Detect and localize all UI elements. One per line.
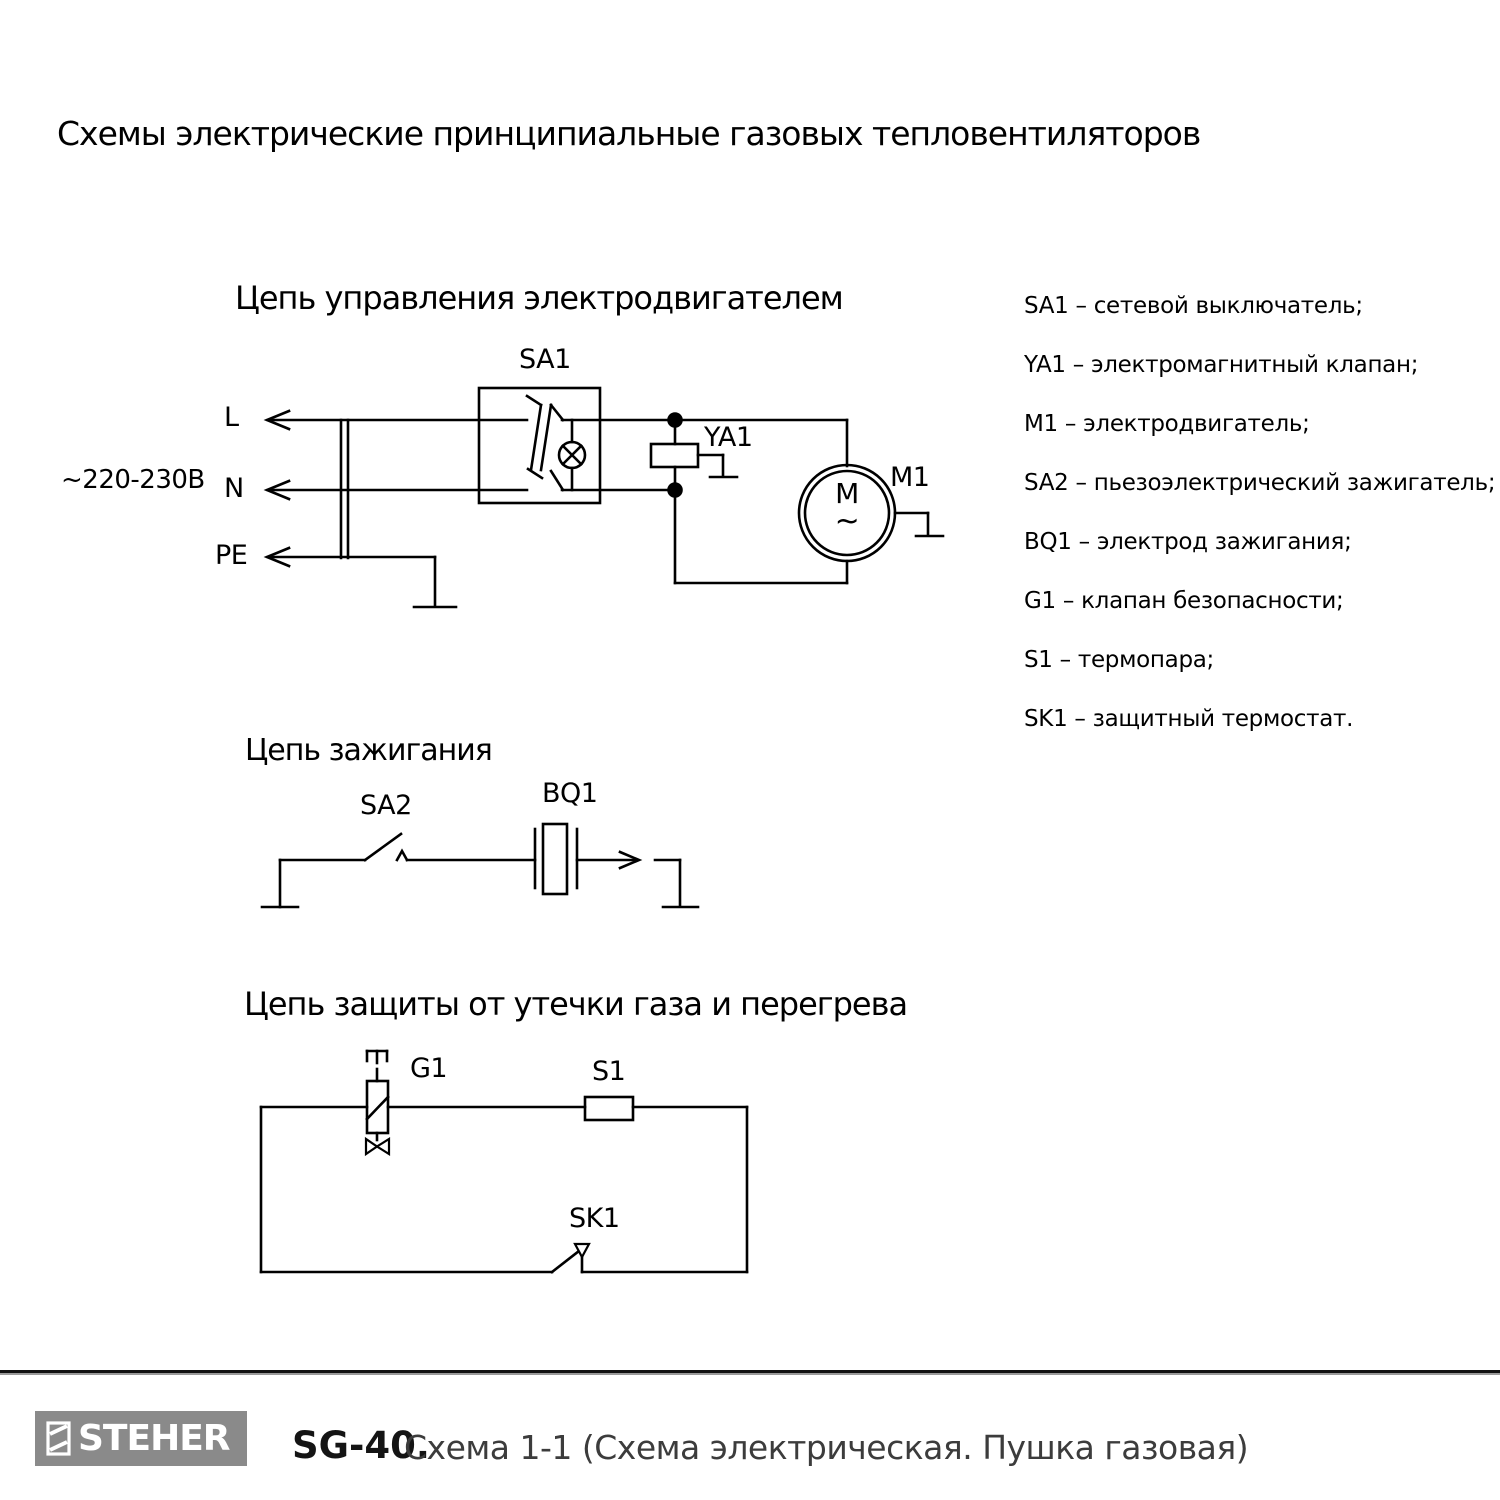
- terminal-label-n: N: [224, 473, 244, 504]
- label-sk1: SK1: [569, 1203, 620, 1234]
- legend-item-sa1: SA1 – сетевой выключатель;: [1024, 293, 1363, 319]
- label-sa1: SA1: [519, 344, 571, 375]
- legend-item-ya1: YA1 – электромагнитный клапан;: [1024, 352, 1419, 378]
- legend-item-g1: G1 – клапан безопасности;: [1024, 588, 1344, 614]
- legend: [1024, 294, 1495, 732]
- motor-letter: M: [835, 477, 859, 510]
- steher-logo-icon: [46, 1421, 71, 1456]
- page-title: Схемы электрические принципиальные газовых тепловентиляторов: [57, 114, 1201, 153]
- switch-sa2-contact: [397, 851, 407, 860]
- label-s1: S1: [592, 1056, 626, 1087]
- footer-divider: [0, 1370, 1500, 1375]
- voltage-label: ~220-230В: [61, 465, 205, 495]
- legend-item-sa2: SA2 – пьезоэлектрический зажигатель;: [1024, 470, 1496, 496]
- label-sa2: SA2: [360, 790, 412, 821]
- thermocouple-s1-symbol: [585, 1097, 633, 1120]
- terminal-label-l: L: [224, 402, 239, 433]
- label-ya1: YA1: [704, 422, 753, 453]
- thermostat-sk1-blade: [552, 1251, 579, 1272]
- label-bq1: BQ1: [542, 778, 598, 809]
- piezo-bq1-symbol: [543, 824, 567, 894]
- legend-item-s1: S1 – термопара;: [1024, 647, 1215, 673]
- terminal-label-pe: PE: [215, 540, 248, 571]
- label-m1: M1: [890, 462, 930, 493]
- legend-item-m1: M1 – электродвигатель;: [1024, 411, 1310, 437]
- footer-model: SG-40.: [292, 1424, 430, 1467]
- protection-schematic: [261, 1051, 747, 1272]
- ignition-circuit-title: Цепь зажигания: [245, 733, 492, 768]
- motor-ac-sign: ~: [834, 504, 860, 539]
- label-g1: G1: [410, 1053, 448, 1084]
- switch-sa2-blade: [365, 834, 401, 860]
- steher-logo-text: STEHER: [78, 1418, 230, 1459]
- valve-ya1-coil: [651, 444, 698, 467]
- legend-item-sk1: SK1 – защитный термостат.: [1024, 706, 1354, 732]
- protection-circuit-title: Цепь защиты от утечки газа и перегрева: [244, 985, 908, 1023]
- motor-circuit-title: Цепь управления электродвигателем: [235, 279, 843, 317]
- footer-caption: Схема 1-1 (Схема электрическая. Пушка газовая): [404, 1428, 1249, 1467]
- legend-item-bq1: BQ1 – электрод зажигания;: [1024, 529, 1352, 555]
- thermostat-sk1-contact: [575, 1244, 589, 1257]
- steher-logo: [35, 1411, 247, 1466]
- ignition-schematic: [262, 824, 698, 907]
